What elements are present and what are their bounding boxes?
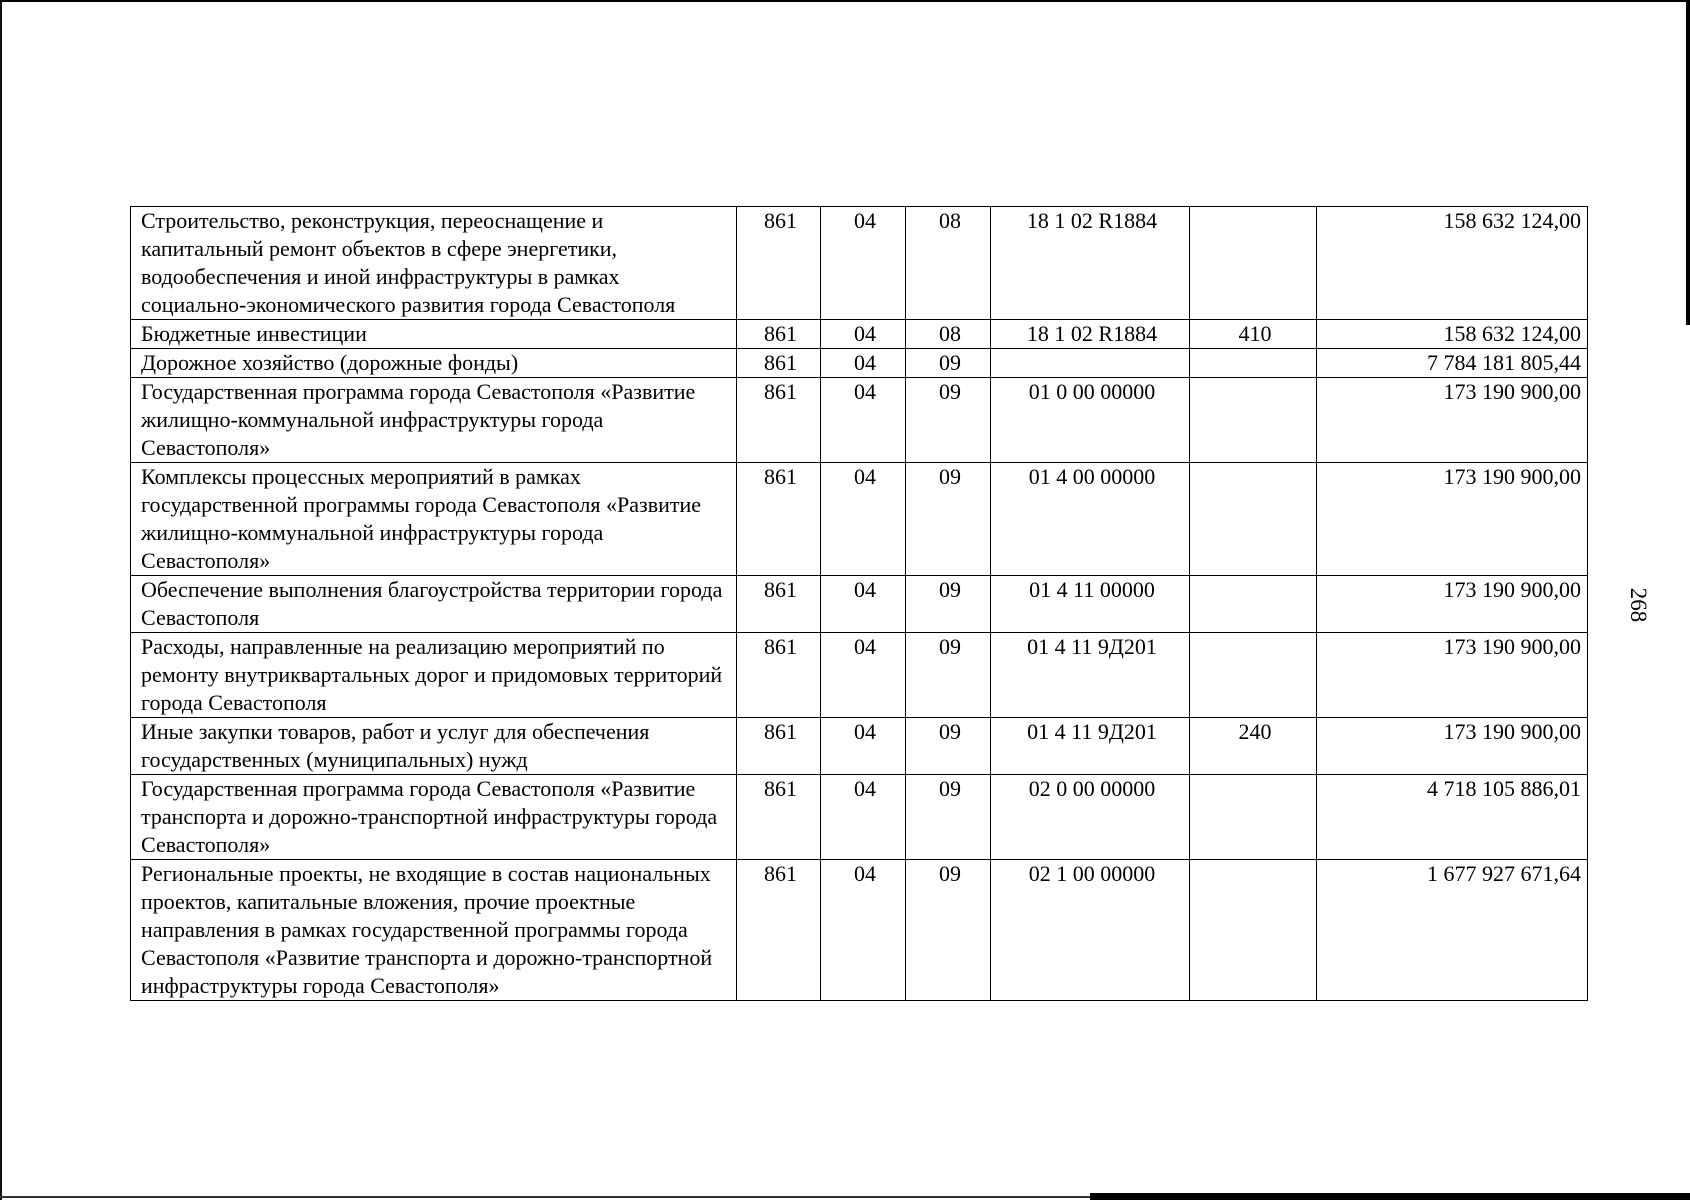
row-subsection: 09	[906, 860, 991, 1001]
row-amount: 173 190 900,00	[1317, 463, 1588, 576]
row-amount: 4 718 105 886,01	[1317, 775, 1588, 860]
row-section: 04	[821, 349, 906, 378]
row-target-article: 02 0 00 00000	[991, 775, 1190, 860]
row-amount: 173 190 900,00	[1317, 633, 1588, 718]
row-expense-type: 240	[1190, 718, 1317, 775]
row-target-article: 01 4 11 9Д201	[991, 633, 1190, 718]
row-subsection: 09	[906, 576, 991, 633]
row-grbs: 861	[737, 775, 821, 860]
row-grbs: 861	[737, 633, 821, 718]
row-name: Бюджетные инвестиции	[131, 320, 737, 349]
row-section: 04	[821, 576, 906, 633]
row-section: 04	[821, 860, 906, 1001]
row-section: 04	[821, 718, 906, 775]
row-expense-type	[1190, 378, 1317, 463]
scan-edge-left	[0, 0, 2, 1200]
row-amount: 7 784 181 805,44	[1317, 349, 1588, 378]
row-name: Расходы, направленные на реализацию мероприятий по ремонту внутриквартальных дорог и придомовых территорий города Севастополя	[131, 633, 737, 718]
row-amount: 173 190 900,00	[1317, 718, 1588, 775]
row-target-article: 01 4 11 00000	[991, 576, 1190, 633]
row-target-article	[991, 349, 1190, 378]
row-subsection: 09	[906, 718, 991, 775]
table-row	[131, 576, 1588, 633]
row-section: 04	[821, 633, 906, 718]
row-amount: 158 632 124,00	[1317, 320, 1588, 349]
scan-edge-right	[1686, 0, 1690, 325]
row-subsection: 09	[906, 378, 991, 463]
table-row	[131, 378, 1588, 463]
row-section: 04	[821, 207, 906, 320]
table-row	[131, 463, 1588, 576]
row-expense-type	[1190, 576, 1317, 633]
row-subsection: 08	[906, 207, 991, 320]
row-grbs: 861	[737, 860, 821, 1001]
row-subsection: 09	[906, 463, 991, 576]
page-number: 268	[1626, 587, 1651, 623]
row-expense-type	[1190, 207, 1317, 320]
row-grbs: 861	[737, 718, 821, 775]
row-subsection: 09	[906, 633, 991, 718]
row-name: Иные закупки товаров, работ и услуг для обеспечения государственных (муниципальных) нужд	[131, 718, 737, 775]
row-amount: 173 190 900,00	[1317, 378, 1588, 463]
row-name: Государственная программа города Севастополя «Развитие транспорта и дорожно-транспортной инфраструктуры города Севастополя»	[131, 775, 737, 860]
row-expense-type	[1190, 860, 1317, 1001]
row-expense-type: 410	[1190, 320, 1317, 349]
row-section: 04	[821, 378, 906, 463]
row-subsection: 08	[906, 320, 991, 349]
row-section: 04	[821, 463, 906, 576]
row-name: Дорожное хозяйство (дорожные фонды)	[131, 349, 737, 378]
table-row	[131, 207, 1588, 320]
row-amount: 173 190 900,00	[1317, 576, 1588, 633]
row-name: Комплексы процессных мероприятий в рамках государственной программы города Севастополя «Развитие жилищно-коммунальной инфраструктуры города Севастополя»	[131, 463, 737, 576]
scan-edge-bottom-thick	[1090, 1193, 1690, 1200]
row-expense-type	[1190, 775, 1317, 860]
row-grbs: 861	[737, 463, 821, 576]
row-target-article: 01 4 00 00000	[991, 463, 1190, 576]
budget-table	[130, 206, 1588, 1001]
table-row	[131, 320, 1588, 349]
row-name: Строительство, реконструкция, переоснащение и капитальный ремонт объектов в сфере энергетики, водообеспечения и иной инфраструктуры в рамках социально-экономического развития города Севастополя	[131, 207, 737, 320]
row-expense-type	[1190, 349, 1317, 378]
row-subsection: 09	[906, 775, 991, 860]
table-row	[131, 775, 1588, 860]
row-name: Обеспечение выполнения благоустройства территории города Севастополя	[131, 576, 737, 633]
row-amount: 158 632 124,00	[1317, 207, 1588, 320]
row-section: 04	[821, 320, 906, 349]
row-grbs: 861	[737, 378, 821, 463]
row-amount: 1 677 927 671,64	[1317, 860, 1588, 1001]
row-target-article: 18 1 02 R1884	[991, 320, 1190, 349]
row-target-article: 01 4 11 9Д201	[991, 718, 1190, 775]
table-row	[131, 633, 1588, 718]
row-name: Государственная программа города Севастополя «Развитие жилищно-коммунальной инфраструктуры города Севастополя»	[131, 378, 737, 463]
table-row	[131, 718, 1588, 775]
row-subsection: 09	[906, 349, 991, 378]
row-grbs: 861	[737, 207, 821, 320]
table-row	[131, 349, 1588, 378]
row-expense-type	[1190, 463, 1317, 576]
row-grbs: 861	[737, 576, 821, 633]
row-grbs: 861	[737, 349, 821, 378]
row-target-article: 02 1 00 00000	[991, 860, 1190, 1001]
scan-edge-top	[0, 0, 1690, 2]
row-grbs: 861	[737, 320, 821, 349]
table-row	[131, 860, 1588, 1001]
row-expense-type	[1190, 633, 1317, 718]
row-target-article: 01 0 00 00000	[991, 378, 1190, 463]
row-target-article: 18 1 02 R1884	[991, 207, 1190, 320]
row-section: 04	[821, 775, 906, 860]
row-name: Региональные проекты, не входящие в состав национальных проектов, капитальные вложения, прочие проектные направления в рамках государственной программы города Севастополя «Развитие транспорта и дорожно-транспортной инфраструктуры города Севастополя»	[131, 860, 737, 1001]
